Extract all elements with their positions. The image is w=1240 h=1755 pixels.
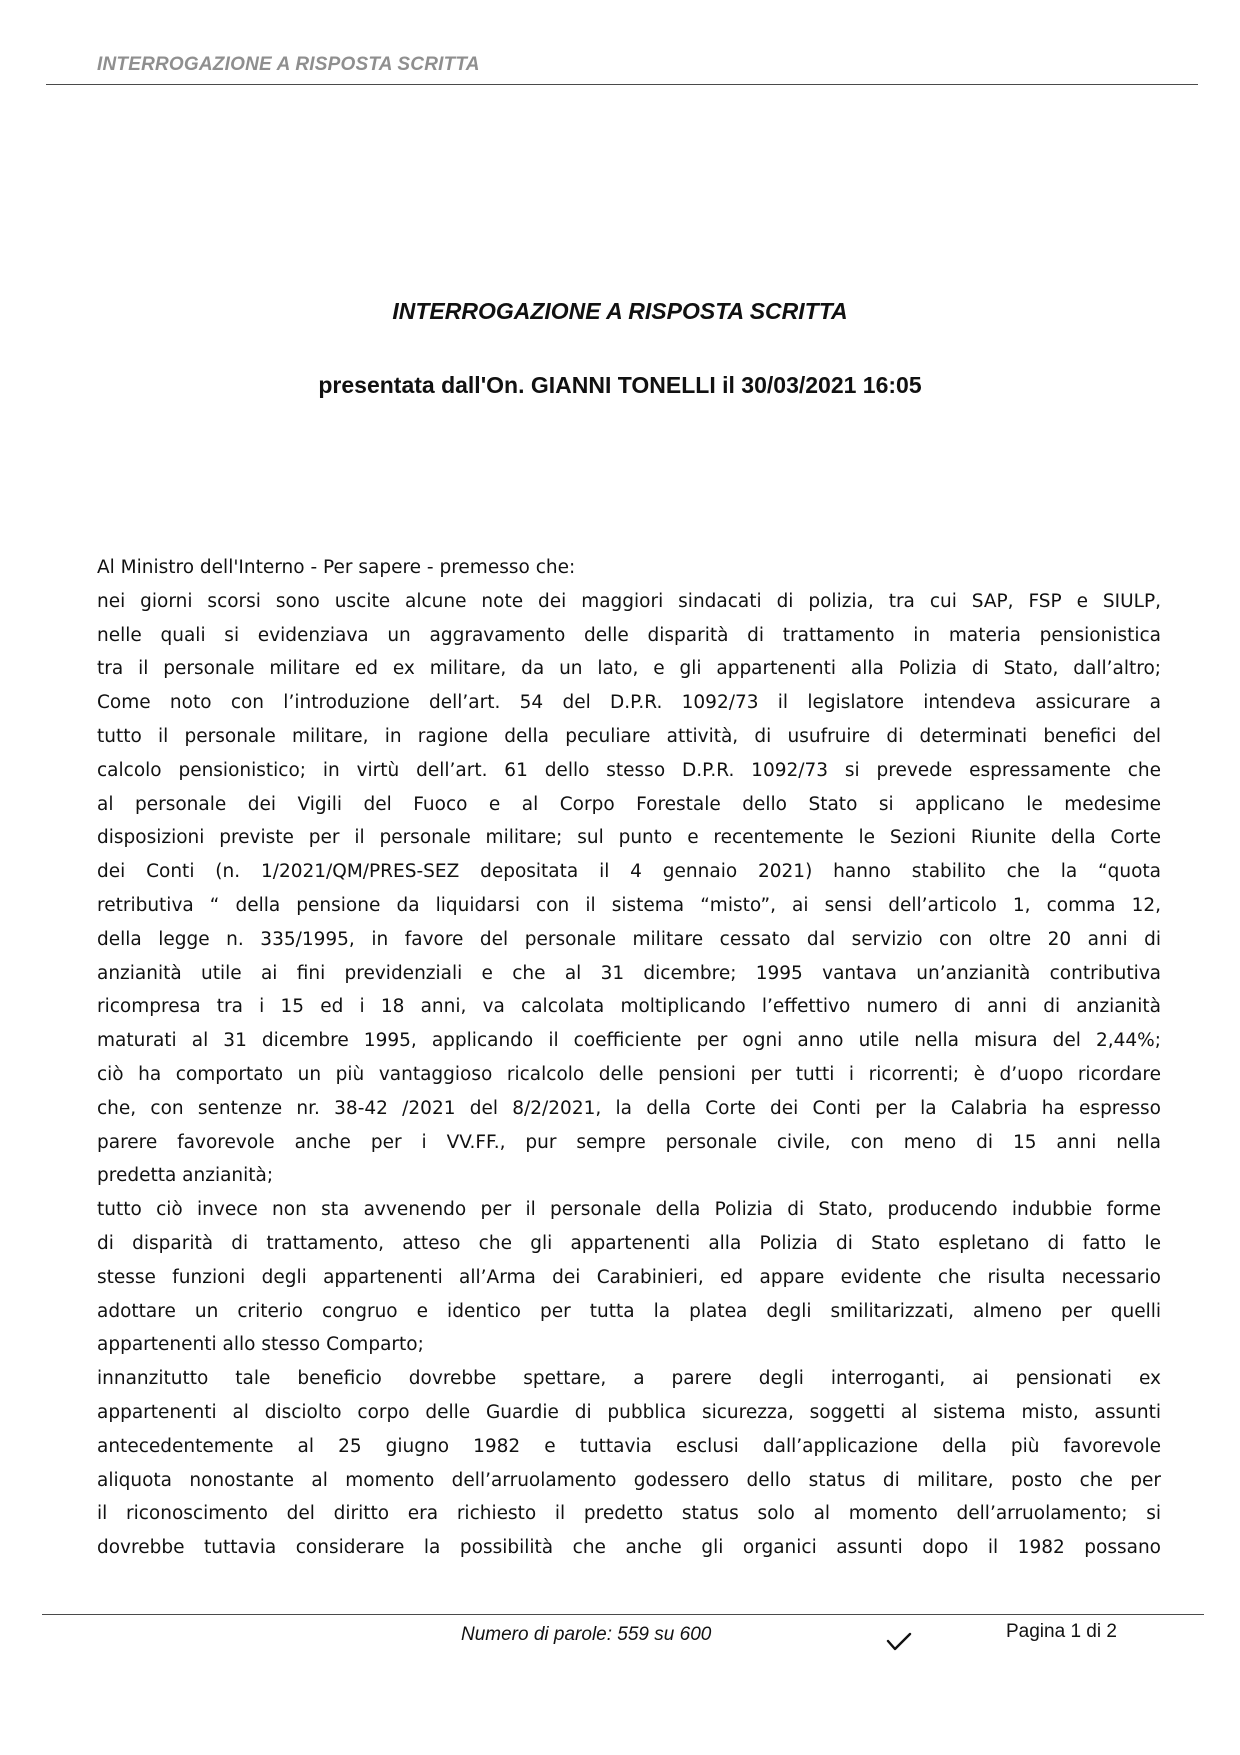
body-line: di disparità di trattamento, atteso che gli appartenenti alla Polizia di Stato espletano di fatto le — [97, 1232, 1161, 1254]
body-line: tra il personale militare ed ex militare, da un lato, e gli appartenenti alla Polizia di Stato, dall’altro; — [97, 658, 1161, 680]
body-line: dovrebbe tuttavia considerare la possibilità che anche gli organici assunti dopo il 1982 possano — [97, 1537, 1161, 1559]
body-line: Come noto con l’introduzione dell’art. 54 del D.P.R. 1092/73 il legislatore intendeva assicurare a — [97, 692, 1161, 714]
body-line: parere favorevole anche per i VV.FF., pur sempre personale civile, con meno di 15 anni nella — [97, 1131, 1161, 1153]
body-line: della legge n. 335/1995, in favore del personale militare cessato dal servizio con oltre 20 anni di — [97, 928, 1161, 950]
body-line: appartenenti allo stesso Comparto; — [97, 1334, 424, 1356]
body-line: calcolo pensionistico; in virtù dell’art. 61 dello stesso D.P.R. 1092/73 si prevede espressamente che — [97, 759, 1161, 781]
body-line: tutto il personale militare, in ragione della peculiare attività, di usufruire di determinati benefici del — [97, 725, 1161, 747]
document-body — [97, 551, 1161, 1565]
checkmark-icon — [886, 1631, 912, 1653]
body-line: innanzitutto tale beneficio dovrebbe spettare, a parere degli interroganti, ai pensionati ex — [97, 1368, 1161, 1390]
body-line: tutto ciò invece non sta avvenendo per il personale della Polizia di Stato, producendo indubbie forme — [97, 1199, 1161, 1221]
body-line: dei Conti (n. 1/2021/QM/PRES-SEZ depositata il 4 gennaio 2021) hanno stabilito che la “quota — [97, 861, 1161, 883]
body-line: nei giorni scorsi sono uscite alcune note dei maggiori sindacati di polizia, tra cui SAP, FSP e SIULP, — [97, 590, 1161, 612]
word-count: Numero di parole: 559 su 600 — [461, 1624, 712, 1645]
document-subtitle: presentata dall'On. GIANNI TONELLI il 30/03/2021 16:05 — [318, 372, 922, 398]
body-line: antecedentemente al 25 giugno 1982 e tuttavia esclusi dall’applicazione della più favorevole — [97, 1435, 1161, 1457]
body-line: appartenenti al disciolto corpo delle Guardie di pubblica sicurezza, soggetti al sistema misto, assunti — [97, 1401, 1161, 1423]
footer-divider — [42, 1614, 1204, 1615]
body-line: adottare un criterio congruo e identico per tutta la platea degli smilitarizzati, almeno per quelli — [97, 1300, 1161, 1322]
body-line: predetta anzianità; — [97, 1165, 274, 1187]
header-divider — [46, 84, 1198, 85]
body-line: disposizioni previste per il personale militare; sul punto e recentemente le Sezioni Riunite della Corte — [97, 827, 1161, 849]
body-line: al personale dei Vigili del Fuoco e al Corpo Forestale dello Stato si applicano le medesime — [97, 793, 1161, 815]
body-line: anzianità utile ai fini previdenziali e che al 31 dicembre; 1995 vantava un’anzianità contributiva — [97, 962, 1161, 984]
body-line: maturati al 31 dicembre 1995, applicando il coefficiente per ogni anno utile nella misura del 2,44%; — [97, 1030, 1161, 1052]
body-line: che, con sentenze nr. 38-42 /2021 del 8/2/2021, la della Corte dei Conti per la Calabria ha espresso — [97, 1097, 1161, 1119]
running-header-title: INTERROGAZIONE A RISPOSTA SCRITTA — [97, 54, 480, 75]
body-line: ricompresa tra i 15 ed i 18 anni, va calcolata moltiplicando l’effettivo numero di anni di anzianità — [97, 996, 1161, 1018]
body-line: retributiva “ della pensione da liquidarsi con il sistema “misto”, ai sensi dell’articolo 1, comma 12, — [97, 894, 1161, 916]
document-title: INTERROGAZIONE A RISPOSTA SCRITTA — [392, 298, 848, 324]
body-line: Al Ministro dell'Interno - Per sapere - premesso che: — [97, 557, 576, 578]
body-line: stesse funzioni degli appartenenti all’Arma dei Carabinieri, ed appare evidente che risulta necessario — [97, 1266, 1161, 1288]
body-line: nelle quali si evidenziava un aggravamento delle disparità di trattamento in materia pensionistica — [97, 624, 1161, 646]
body-line: ciò ha comportato un più vantaggioso ricalcolo delle pensioni per tutti i ricorrenti; è d’uopo ricordare — [97, 1063, 1161, 1085]
page-number: Pagina 1 di 2 — [1006, 1621, 1117, 1642]
body-line: il riconoscimento del diritto era richiesto il predetto status solo al momento dell’arruolamento; si — [97, 1503, 1161, 1525]
body-line: aliquota nonostante al momento dell’arruolamento godessero dello status di militare, posto che per — [97, 1469, 1161, 1491]
